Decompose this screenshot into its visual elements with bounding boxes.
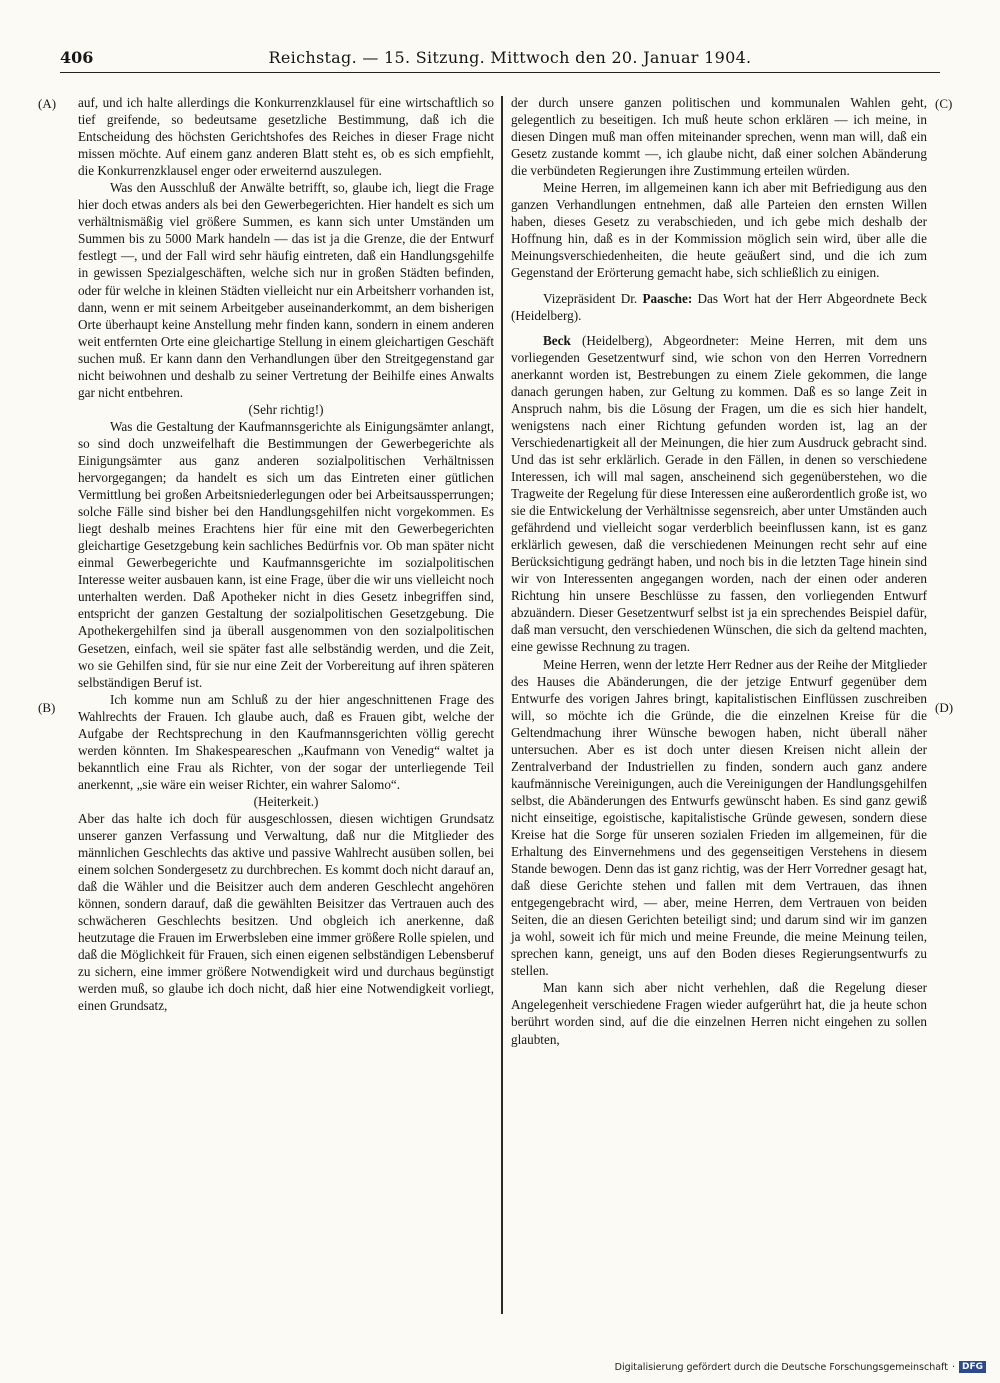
paragraph: Was die Gestaltung der Kaufmannsgerichte als Einigungsämter anlangt, so sind doch unzweifelhaft die Bestimmungen der Gewerbegerichte als Einigungsämter aus ganz anderen sozialpolitischen Verhältnissen hervorgegangen; da handelt es sich um das Eintreten einer gütlichen Vermittlung bei großen Arbeitsniederlegungen oder bei Arbeitsaussperrungen; solche Fälle sind bisher bei den Handlungsgehilfen nicht vorgekommen. Es liegt deshalb meines Erachtens hier für eine mit den Gewerbegerichten gleichartige Gesetzgebung kein sachliches Bedürfnis vor. Ob man später nicht einmal Gewerbegerichte und Kaufmannsgerichte im sozialpolitischen Interesse weiter ausbauen kann, ist eine Frage, über die wir uns vielleicht noch unterhalten werden. Daß Apotheker nicht in dies Gesetz inbegriffen sind, entspricht der ganzen Gestaltung der sozialpolitischen Gesetzgebung. Die Apothekergehilfen sind ja überall ausgenommen von den sozialpolitischen Gesetzen, einfach, weil sie später fast alle selbständig werden, und die Zeit, wo sie Gehilfen sind, für sie nur eine Zeit der Vorbereitung auf ihren späteren selbständigen Beruf ist.	[78, 418, 494, 690]
margin-mark-b: (B)	[38, 700, 56, 715]
margin-mark-d: (D)	[935, 700, 954, 715]
column-divider	[501, 96, 503, 1314]
speaker-paragraph	[511, 332, 927, 656]
page-number: 406	[60, 48, 94, 67]
digitization-footer: Digitalisierung gefördert durch die Deutsche Forschungsgemeinschaft · DFG	[615, 1361, 986, 1373]
speaker-name: Beck	[543, 332, 571, 348]
vice-president-text: Das Wort hat der Herr Abgeordnete Beck (Heidelberg).	[511, 290, 927, 323]
vice-president-name: Paasche:	[642, 290, 693, 306]
paragraph: Aber das halte ich doch für ausgeschlossen, diesen wichtigen Grundsatz unserer ganzen Verfassung und Verwaltung, daß nur die Mitglieder des männlichen Geschlechts das aktive und passive Wahlrecht ausüben sollen, bei einem solchen Sondergesetz zu durchbrechen. Es kommt doch nicht darauf an, daß die Wähler und die Beisitzer auch dem anderen Geschlecht angehören können, sondern darauf, daß die gewählten Beisitzer das Vertrauen auch des schwächeren Geschlechts besitzen. Und obgleich ich anerkenne, daß heutzutage die Frauen im Erwerbsleben eine immer größere Rolle spielen, und daß die Möglichkeit für Frauen, sich einen eigenen selbständigen Lebensberuf zu sichern, eine immer größere Notwendigkeit wird und durchaus begünstigt werden muß, so glaube ich doch nicht, daß hier eine Notwendigkeit vorliegt, einen Grundsatz,	[78, 810, 494, 1014]
speaker-text: (Heidelberg), Abgeordneter: Meine Herren, mit dem uns vorliegenden Gesetzentwurf sind, wie schon von den Herren Vorrednern anerkannt worden ist, Bestrebungen zu einem Ziele gekommen, die lange danach gerungen haben, zur Geltung zu kommen. Daß es so lange Zeit in Anspruch nahm, bis die Lösung der Fragen, um die es sich hier handelt, wenigstens nach einer Richtung gefunden worden ist, lag an der Verschiedenartigkeit all der Meinungen, die hier zum Ausdruck gebracht sind. Und das ist sehr erklärlich. Gerade in den Fällen, in denen so verschiedene Interessen, ich will mal sagen, anscheinend sich gegenüberstehen, wo die Tragweite der Regelung für diese Interessen eine außerordentlich große ist, wo sie die Entwickelung der Verhältnisse segensreich, aber unter Umständen auch gefährdend und vielleicht sogar verderblich beeinflussen kann, ist es ganz erklärlich gewesen, daß die verschiedenen Meinungen recht sehr auf eine Berücksichtigung gedrängt haben, und noch bis in die letzten Tage hinein sind wir von Interessenten angegangen worden, nach der einen oder anderen Richtung hin unsere Beschlüsse zu fassen, den vorliegenden Entwurf abzuändern. Dieser Gesetzentwurf selbst ist ja ein sprechendes Beispiel dafür, daß man versucht, den verschiedenen Wünschen, die sich da geltend machten, eine gewisse Rechnung zu tragen.	[511, 332, 927, 655]
running-head: Reichstag. — 15. Sitzung. Mittwoch den 20. Januar 1904.	[268, 48, 752, 67]
paragraph: auf, und ich halte allerdings die Konkurrenzklausel für eine wirtschaftlich so tief greifende, so bedeutsame gesetzliche Bestimmung, daß ich die Entscheidung des höchsten Gerichtshofes des Reiches in dieser Frage nicht missen möchte. Auf einem ganz anderen Blatt steht es, ob es sich empfiehlt, die Konkurrenzklausel enger oder erweiternd auszulegen.	[78, 95, 494, 179]
footer-credit: Digitalisierung gefördert durch die Deutsche Forschungsgemeinschaft	[614, 1361, 948, 1373]
margin-mark-c: (C)	[935, 96, 953, 111]
vice-president-title: Vizepräsident Dr.	[543, 290, 638, 306]
paragraph: Was den Ausschluß der Anwälte betrifft, so, glaube ich, liegt die Frage hier doch etwas anders als bei den Gewerbegerichten. Hier handelt es sich um verhältnismäßig viel größere Summen, es kann sich unter Umständen um Summen bis zu 5000 Mark handeln — das ist ja die Grenze, die der Entwurf festlegt —, und der Fall wird sehr häufig eintreten, daß ein Handlungsgehilfe in gewissen Spezialgeschäften, welche sich nur in großen Städten befinden, oder für welche in kleinen Städten vielleicht nur ein Arbeitsherr vorhanden ist, dann, wenn er mit seinem Arbeitgeber auseinanderkommt, an dem bisherigen Orte überhaupt keine Anstellung mehr finden kann, sondern in einem anderen weit entfernten Orte eine gleichartige Stellung in einem gleichartigen Geschäft suchen muß. Er kann dann den Verhandlungen über den Streitgegenstand gar nicht beiwohnen und deshalb zu seiner Vertretung der Beihilfe eines Anwalts gar nicht entbehren.	[78, 180, 494, 400]
interjection: (Heiterkeit.)	[253, 793, 319, 809]
page-header	[60, 46, 940, 73]
paragraph: Ich komme nun am Schluß zu der hier angeschnittenen Frage des Wahlrechts der Frauen. Ich glaube auch, daß es Frauen gibt, welche der Aufgabe der Rechtsprechung in den Kaufmannsgerichten völlig gerecht werden könnten. Im Shakespeareschen „Kaufmann von Venedig“ waltet ja bekanntlich eine Frau als Richter, von der sogar der unterliegende Teil anerkennt, „sie wäre ein weiser Richter, ein wahrer Salomo“.	[78, 691, 494, 792]
paragraph: Man kann sich aber nicht verhehlen, daß die Regelung dieser Angelegenheit verschiedene Fragen wieder aufgerührt hat, die ja heute schon berührt worden sind, auf die die einzelnen Herren nicht eingehen zu sollen glaubten,	[511, 980, 927, 1047]
paragraph: Meine Herren, wenn der letzte Herr Redner aus der Reihe der Mitglieder des Hauses die Abänderungen, die der jetzige Entwurf gegenüber dem Entwurfe des vorigen Jahres bringt, kapitalistischen Einflüssen zuschreiben will, so möchte ich die Gründe, die die einzelnen Kreise für die Geltendmachung ihrer Wünsche bewogen haben, nicht überall näher untersuchen. Aber es ist doch unter diesen Kreisen nicht allein der Zentralverband der Industriellen zu finden, sondern auch ganz andere kaufmännische Vereinigungen, auch die Vereinigungen der Handlungsgehilfen selbst, die Abänderungen des Entwurfs gewünscht haben. Es sind ganz gewiß nicht einseitige, egoistische, kapitalistische Gründe gewesen, sondern diese Kreise hat die Sorge für unseren sozialen Frieden im allgemeinen, für die Erhaltung des Einvernehmens und des gegenseitigen Verstehens in diesem Stande bewogen. Denn das ist ganz richtig, was der Herr Vorredner gesagt hat, daß diese Gerichte stehen und fallen mit dem Vertrauen, das ihnen entgegengebracht wird, — aber, meine Herren, dem Vertrauen von beiden Seiten, die an diesen Gerichten beteiligt sind; und darum sind wir im ganzen ja wohl, soweit ich für mich und meine Freunde, die meine Meinung teilen, sprechen kann, geneigt, uns auf den Boden dieses Regierungsentwurfs zu stellen.	[511, 656, 927, 979]
paragraph: Meine Herren, im allgemeinen kann ich aber mit Befriedigung aus den ganzen Verhandlungen entnehmen, daß alle Parteien den ernsten Willen haben, dieses Gesetz zu verabschieden, und ich gebe mich deshalb der Hoffnung hin, daß es in der Kommission möglich sein wird, über alle die Meinungsverschiedenheiten, die heute geäußert sind, und die ich zum Gegenstand der Erörterung gemacht habe, sich schließlich zu einigen.	[511, 180, 927, 281]
margin-mark-a: (A)	[38, 96, 57, 111]
left-column	[78, 94, 494, 1015]
interjection: (Sehr richtig!)	[248, 401, 324, 417]
vice-president-statement	[511, 290, 927, 324]
paragraph: der durch unsere ganzen politischen und kommunalen Wahlen geht, gelegentlich zu beseitigen. Ich muß heute schon erklären — ich meine, in diesen Dingen muß man offen miteinander sprechen, wenn man will, daß ein Gesetz zustande kommt —, ich glaube nicht, daß einer solchen Abänderung die verbündeten Regierungen ihre Zustimmung erteilen würden.	[511, 95, 927, 179]
dfg-logo-icon: DFG	[959, 1361, 986, 1373]
right-column	[511, 94, 927, 1048]
